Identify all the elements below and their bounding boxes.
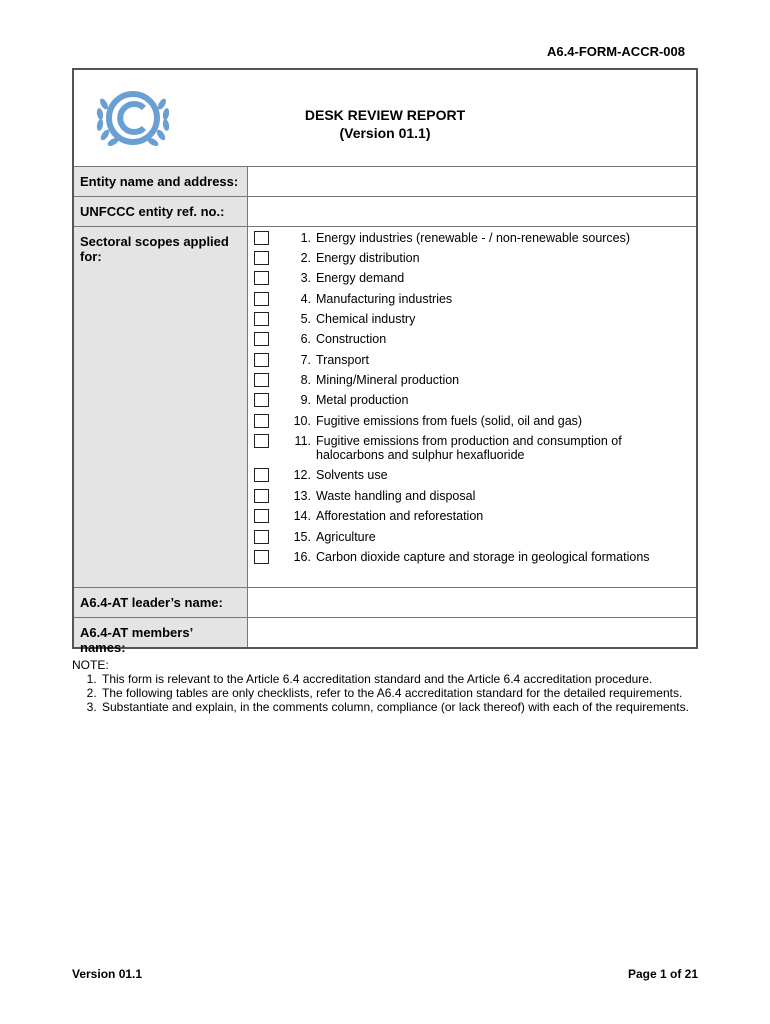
scope-label: Chemical industry [316, 312, 416, 326]
scope-label: Metal production [316, 393, 409, 407]
scope-item [254, 509, 696, 523]
scope-checkbox[interactable] [254, 373, 269, 387]
form-table [72, 68, 698, 655]
scope-item [254, 550, 696, 564]
scope-item [254, 468, 696, 482]
scope-item [254, 414, 696, 428]
scope-item [254, 332, 696, 346]
scope-number: 14. [293, 509, 311, 523]
entity-field[interactable] [248, 167, 696, 196]
scope-checkbox[interactable] [254, 434, 269, 448]
note-item: 3. Substantiate and explain, in the comments column, compliance (or lack thereof) with each of the requirements. [100, 700, 702, 714]
leader-field[interactable] [248, 588, 696, 617]
scope-number: 7. [300, 353, 311, 367]
scope-checkbox[interactable] [254, 251, 269, 265]
scope-number: 1. [300, 231, 311, 245]
scope-checkbox[interactable] [254, 312, 269, 326]
scope-label: Solvents use [316, 468, 388, 482]
scope-item [254, 434, 696, 462]
scope-checkbox[interactable] [254, 530, 269, 544]
scope-checkbox[interactable] [254, 414, 269, 428]
scope-checkbox[interactable] [254, 231, 269, 245]
footer-version: Version 01.1 [72, 967, 143, 981]
scope-number: 6. [300, 332, 311, 346]
title-line-1: DESK REVIEW REPORT [304, 107, 466, 123]
scope-checkbox[interactable] [254, 292, 269, 306]
members-row [74, 618, 696, 655]
scope-label: Manufacturing industries [316, 292, 453, 306]
scope-number: 12. [293, 468, 311, 482]
note-item: 2. The following tables are only checklists, refer to the A6.4 accreditation standard for the detailed requirements. [100, 686, 702, 700]
scope-checkbox[interactable] [254, 550, 269, 564]
scope-number: 5. [300, 312, 311, 326]
scope-checkbox[interactable] [254, 509, 269, 523]
scope-item [254, 353, 696, 367]
scope-item [254, 373, 696, 387]
scope-number: 13. [293, 489, 311, 503]
scope-label: Waste handling and disposal [316, 489, 476, 503]
scope-number: 9. [300, 393, 311, 407]
scope-item [254, 489, 696, 503]
scope-label: Transport [316, 353, 370, 367]
scope-number: 4. [300, 292, 311, 306]
scope-label: Carbon dioxide capture and storage in geological formations [316, 550, 650, 564]
scope-label: Afforestation and reforestation [316, 509, 484, 523]
scope-item [254, 292, 696, 306]
scope-number: 2. [300, 251, 311, 265]
scope-checkbox[interactable] [254, 489, 269, 503]
scope-label: Energy industries (renewable - / non-renewable sources) [316, 231, 631, 245]
entity-label: Entity name and address: [74, 167, 248, 196]
scope-checkbox[interactable] [254, 353, 269, 367]
note-title: NOTE: [72, 658, 109, 672]
scope-number: 8. [300, 373, 311, 387]
scopes-label: Sectoral scopes applied for: [74, 227, 248, 587]
note-item: 1. This form is relevant to the Article 6.4 accreditation standard and the Article 6.4 accreditation procedure. [100, 672, 702, 686]
note-list [72, 672, 702, 714]
scope-item [254, 271, 696, 285]
ref-label: UNFCCC entity ref. no.: [74, 197, 248, 226]
scope-label: Mining/Mineral production [316, 373, 460, 387]
scope-list [248, 227, 696, 587]
leader-row [74, 588, 696, 618]
form-code: A6.4-FORM-ACCR-008 [547, 44, 685, 59]
ref-row [74, 197, 696, 227]
scope-number: 10. [293, 414, 311, 428]
scope-checkbox[interactable] [254, 271, 269, 285]
scope-number: 11. [294, 434, 311, 448]
scope-item [254, 231, 696, 245]
scope-label: Energy demand [316, 271, 405, 285]
members-field[interactable] [248, 618, 696, 647]
scope-checkbox[interactable] [254, 332, 269, 346]
scope-number: 15. [293, 530, 311, 544]
scope-label: Fugitive emissions from fuels (solid, oil and gas) [316, 414, 583, 428]
scope-number: 3. [300, 271, 311, 285]
scope-item [254, 530, 696, 544]
leader-label: A6.4-AT leader’s name: [74, 588, 248, 617]
footer-page-number: Page 1 of 21 [627, 967, 698, 981]
note-section [72, 658, 702, 714]
scope-label: Energy distribution [316, 251, 420, 265]
scope-label: Fugitive emissions from production and consumption of halocarbons and sulphur hexafluoride [316, 434, 622, 462]
scope-label: Agriculture [316, 530, 376, 544]
title-line-2: (Version 01.1) [339, 125, 431, 141]
scope-checkbox[interactable] [254, 393, 269, 407]
scope-checkbox[interactable] [254, 468, 269, 482]
entity-row [74, 167, 696, 197]
header-row [74, 70, 696, 167]
scopes-row [74, 227, 696, 588]
ref-field[interactable] [248, 197, 696, 226]
scope-item [254, 251, 696, 265]
scope-item [254, 312, 696, 326]
scope-number: 16. [293, 550, 311, 564]
scope-item [254, 393, 696, 407]
members-label: A6.4-AT members’ names: [74, 618, 248, 647]
scope-label: Construction [316, 332, 387, 346]
document-title [74, 106, 696, 142]
